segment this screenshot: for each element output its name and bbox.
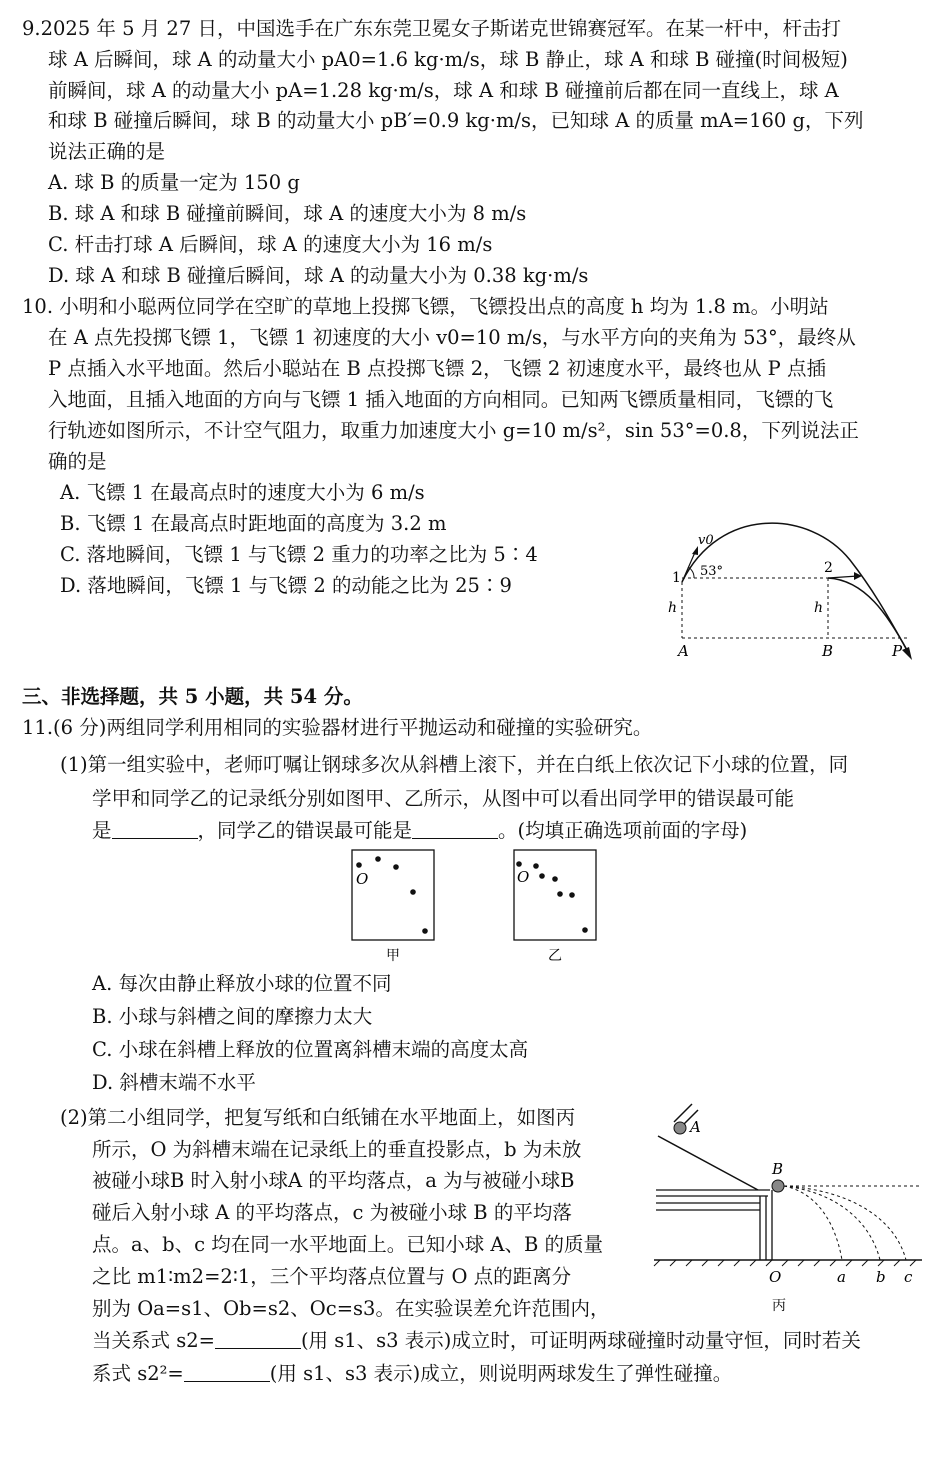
point-5 xyxy=(422,928,428,934)
q11-option-c: C. 小球在斜槽上释放的位置离斜槽末端的高度太高 xyxy=(92,1038,529,1061)
label-ball-A: A xyxy=(690,1118,701,1136)
point-3 xyxy=(539,873,545,879)
q10-option-a: A. 飞镖 1 在最高点时的速度大小为 6 m/s xyxy=(60,481,425,504)
label-a: a xyxy=(837,1268,846,1286)
q10-stem-line-2: 在 A 点先投掷飞镖 1，飞镖 1 初速度的大小 v0=10 m/s，与水平方向的夹角为 53°，最终从 xyxy=(48,326,856,349)
section-header: 三、非选择题，共 5 小题，共 54 分。 xyxy=(22,685,363,708)
q11-part1-line-1: (1)第一组实验中，老师叮嘱让钢球多次从斜槽上滚下，并在白纸上依次记下小球的位置，同 xyxy=(60,753,849,776)
q10-stem-line-6: 确的是 xyxy=(48,450,107,473)
dart-2-velocity-arrow xyxy=(828,576,858,578)
q10-option-d: D. 落地瞬间，飞镖 1 与飞镖 2 的动能之比为 25∶9 xyxy=(60,574,512,597)
point-4 xyxy=(410,889,416,895)
dart-1-landing-arrow xyxy=(902,647,912,660)
q11-part2-line-8 xyxy=(92,1328,861,1354)
q11-part2-suffix-2: (用 s1、s3 表示)成立，则说明两球发生了弹性碰撞。 xyxy=(269,1362,733,1385)
q11-part1-suffix: 。(均填正确选项前面的字母) xyxy=(498,819,748,842)
q11-part1-middle: ，同学乙的错误最可能是 xyxy=(197,819,413,842)
q9-stem-line-2: 球 A 后瞬间，球 A 的动量大小 pA0=1.6 kg·m/s，球 B 静止，球 A 和球 B 碰撞(时间极短) xyxy=(48,48,848,71)
answer-blank-3[interactable] xyxy=(215,1330,301,1349)
label-b: b xyxy=(876,1268,886,1286)
q11-option-d: D. 斜槽末端不水平 xyxy=(92,1071,256,1094)
record-sheet-jia xyxy=(350,848,438,964)
label-h-right: h xyxy=(814,600,824,616)
label-B: B xyxy=(822,642,834,660)
q10-stem-line-3: P 点插入水平地面。然后小聪站在 B 点投掷飞镖 2，飞镖 2 初速度水平，最终也从 P 点插 xyxy=(48,357,826,380)
point-1 xyxy=(516,861,522,867)
q11-part1-line-2: 学甲和同学乙的记录纸分别如图甲、乙所示，从图中可以看出同学甲的错误最可能 xyxy=(92,787,795,810)
q9-option-d: D. 球 A 和球 B 碰撞后瞬间，球 A 的动量大小为 0.38 kg·m/s xyxy=(48,264,589,287)
label-dart-2: 2 xyxy=(824,560,833,576)
point-5 xyxy=(557,891,563,897)
q11-part2-line-7: 别为 Oa=s1、Ob=s2、Oc=s3。在实验误差允许范围内， xyxy=(92,1297,610,1320)
answer-blank-2[interactable] xyxy=(412,820,498,839)
label-c: c xyxy=(904,1268,913,1286)
q11-part2-line-9 xyxy=(92,1361,732,1387)
record-sheet-yi xyxy=(512,848,600,964)
ball-A xyxy=(674,1122,686,1134)
q10-option-c: C. 落地瞬间，飞镖 1 与飞镖 2 重力的功率之比为 5∶4 xyxy=(60,543,538,566)
label-dart-1: 1 xyxy=(672,570,681,586)
collision-apparatus-figure xyxy=(650,1100,930,1320)
q9-stem-line-5: 说法正确的是 xyxy=(48,140,166,163)
q11-part2-prefix-1: 当关系式 s2= xyxy=(92,1329,215,1352)
q11-part2-line-3: 被碰小球B 时入射小球A 的平均落点，a 为与被碰小球B xyxy=(92,1169,575,1192)
q11-part2-line-4: 碰后入射小球 A 的平均落点，c 为被碰小球 B 的平均落 xyxy=(92,1201,572,1224)
q11-intro: 11.(6 分)两组同学利用相同的实验器材进行平抛运动和碰撞的实验研究。 xyxy=(22,716,653,739)
q11-part2-line-2: 所示，O 为斜槽末端在记录纸上的垂直投影点，b 为未放 xyxy=(92,1138,582,1161)
ball-B xyxy=(772,1180,784,1192)
q10-stem-line-4: 入地面，且插入地面的方向与飞镖 1 插入地面的方向相同。已知两飞镖质量相同，飞镖的飞 xyxy=(48,388,834,411)
floor-hatching xyxy=(654,1260,916,1266)
q10-stem-line-1: 10. 小明和小聪两位同学在空旷的草地上投掷飞镖，飞镖投出点的高度 h 均为 1.8 m。小明站 xyxy=(22,295,829,318)
q11-part2-suffix-1: (用 s1、s3 表示)成立时，可证明两球碰撞时动量守恒，同时若关 xyxy=(300,1329,861,1352)
label-A: A xyxy=(678,642,689,660)
label-O: O xyxy=(356,870,369,888)
q9-stem-line-4: 和球 B 碰撞后瞬间，球 B 的动量大小 pB′=0.9 kg·m/s，已知球 A 的质量 mA=160 g，下列 xyxy=(48,109,864,132)
caption-bing: 丙 xyxy=(772,1298,786,1314)
q11-part2-line-5: 点。a、b、c 均在同一水平地面上。已知小球 A、B 的质量 xyxy=(92,1233,604,1256)
answer-blank-4[interactable] xyxy=(184,1363,270,1382)
label-v0: v0 xyxy=(698,533,714,548)
caption-yi: 乙 xyxy=(548,948,562,964)
answer-blank-1[interactable] xyxy=(112,820,198,839)
label-angle: 53° xyxy=(700,564,724,579)
label-O: O xyxy=(769,1268,782,1286)
dart-trajectory-figure xyxy=(660,520,940,670)
point-3 xyxy=(393,864,399,870)
point-7 xyxy=(582,927,588,933)
trajectory-b xyxy=(784,1186,880,1260)
point-1 xyxy=(356,862,362,868)
q11-part2-line-1: (2)第二小组同学，把复写纸和白纸铺在水平地面上，如图丙 xyxy=(60,1106,576,1129)
label-ball-B: B xyxy=(772,1160,784,1178)
q9-stem-line-3: 前瞬间，球 A 的动量大小 pA=1.28 kg·m/s，球 A 和球 B 碰撞前后都在同一直线上，球 A xyxy=(48,79,839,102)
q11-part2-prefix-2: 系式 s2²= xyxy=(92,1362,184,1385)
q10-stem-line-5: 行轨迹如图所示，不计空气阻力，取重力加速度大小 g=10 m/s²，sin 53°=0.8，下列说法正 xyxy=(48,419,859,442)
q11-option-b: B. 小球与斜槽之间的摩擦力太大 xyxy=(92,1005,373,1028)
q9-option-b: B. 球 A 和球 B 碰撞前瞬间，球 A 的速度大小为 8 m/s xyxy=(48,202,527,225)
point-2 xyxy=(533,863,539,869)
dart-2-trajectory xyxy=(828,578,908,652)
chute-incline xyxy=(658,1136,758,1190)
label-h-left: h xyxy=(668,600,678,616)
q9-option-c: C. 杆击打球 A 后瞬间，球 A 的速度大小为 16 m/s xyxy=(48,233,493,256)
caption-jia: 甲 xyxy=(386,948,400,964)
q11-option-a: A. 每次由静止释放小球的位置不同 xyxy=(92,972,392,995)
q11-part1-prefix: 是 xyxy=(92,819,112,842)
q9-stem-line-1: 9.2025 年 5 月 27 日，中国选手在广东东莞卫冕女子斯诺克世锦赛冠军。在某一杆中，杆击打 xyxy=(22,17,841,40)
trajectory-a xyxy=(784,1186,842,1260)
dart-1-trajectory xyxy=(682,523,908,652)
label-P: P xyxy=(892,642,903,660)
q11-part2-line-6: 之比 m1∶m2=2∶1，三个平均落点位置与 O 点的距离分 xyxy=(92,1265,572,1288)
q9-option-a: A. 球 B 的质量一定为 150 g xyxy=(48,171,300,194)
point-6 xyxy=(569,892,575,898)
label-O: O xyxy=(517,868,530,886)
q11-part1-line-3 xyxy=(92,818,747,844)
point-4 xyxy=(552,876,558,882)
trajectory-c xyxy=(784,1186,906,1260)
q10-option-b: B. 飞镖 1 在最高点时距地面的高度为 3.2 m xyxy=(60,512,447,535)
point-2 xyxy=(375,856,381,862)
